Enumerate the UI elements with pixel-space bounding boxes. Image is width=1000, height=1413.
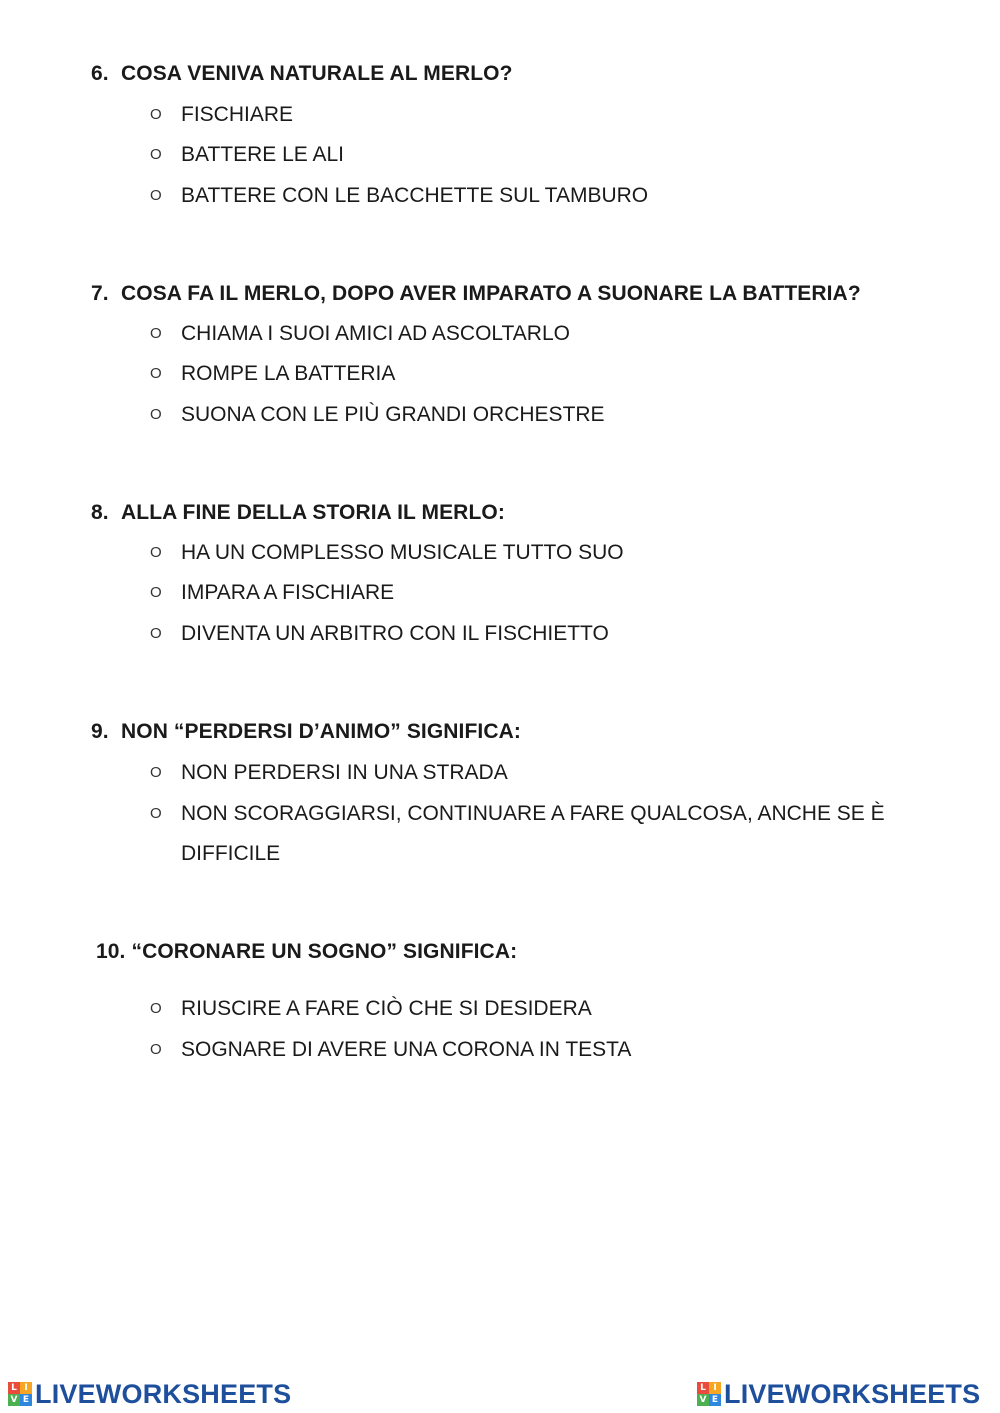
answer-text: NON PERDERSI IN UNA STRADA [181,761,508,784]
question-title [91,281,861,307]
question-number: 9. [91,720,109,743]
radio-circle-icon[interactable]: O [150,1000,162,1017]
question-number: 10. [96,940,126,963]
radio-circle-icon[interactable]: O [150,406,162,423]
answer-text: NON SCORAGGIARSI, CONTINUARE A FARE QUALCOSA, ANCHE SE È DIFFICILE [181,802,885,865]
radio-circle-icon[interactable]: O [150,146,162,163]
answer-text: DIVENTA UN ARBITRO CON IL FISCHIETTO [181,622,609,645]
logo-tile: L [697,1382,709,1394]
answer-text: ROMPE LA BATTERIA [181,362,396,385]
logo-tile: E [20,1394,32,1406]
question-number: 6. [91,62,109,85]
logo-tile: V [8,1394,20,1406]
radio-circle-icon[interactable]: O [150,106,162,123]
logo-tile: L [8,1382,20,1394]
answer-text: HA UN COMPLESSO MUSICALE TUTTO SUO [181,541,624,564]
question-title [96,939,517,965]
logo-tile: V [697,1394,709,1406]
liveworksheets-logo-icon [697,1382,721,1406]
question-text: NON “PERDERSI D’ANIMO” SIGNIFICA: [121,720,521,743]
answer-text: CHIAMA I SUOI AMICI AD ASCOLTARLO [181,322,570,345]
radio-circle-icon[interactable]: O [150,325,162,342]
answer-text: SUONA CON LE PIÙ GRANDI ORCHESTRE [181,403,605,426]
radio-circle-icon[interactable]: O [150,625,162,642]
liveworksheets-logo [697,1380,980,1408]
logo-tile: I [20,1382,32,1394]
logo-tile: I [709,1382,721,1394]
radio-circle-icon[interactable]: O [150,584,162,601]
question-number: 7. [91,282,109,305]
question-text: COSA FA IL MERLO, DOPO AVER IMPARATO A SUONARE LA BATTERIA? [121,282,861,305]
question-number: 8. [91,501,109,524]
question-title [91,500,505,526]
radio-circle-icon[interactable]: O [150,187,162,204]
answer-text: SOGNARE DI AVERE UNA CORONA IN TESTA [181,1038,632,1061]
liveworksheets-logo-icon [8,1382,32,1406]
question-text: “CORONARE UN SOGNO” SIGNIFICA: [131,940,518,963]
radio-circle-icon[interactable]: O [150,1041,162,1058]
answer-text: RIUSCIRE A FARE CIÒ CHE SI DESIDERA [181,997,592,1020]
question-title [91,719,521,745]
answer-text: IMPARA A FISCHIARE [181,581,395,604]
question-text: COSA VENIVA NATURALE AL MERLO? [121,62,513,85]
radio-circle-icon[interactable]: O [150,544,162,561]
radio-circle-icon[interactable]: O [150,764,162,781]
answer-text: BATTERE CON LE BACCHETTE SUL TAMBURO [181,184,649,207]
answer-text: FISCHIARE [181,103,294,126]
liveworksheets-brand-text: LIVEWORKSHEETS [35,1379,292,1409]
question-title [91,61,513,87]
answer-text: BATTERE LE ALI [181,143,345,166]
liveworksheets-logo [8,1380,291,1408]
liveworksheets-brand-text: LIVEWORKSHEETS [724,1379,981,1409]
logo-tile: E [709,1394,721,1406]
radio-circle-icon[interactable]: O [150,365,162,382]
question-text: ALLA FINE DELLA STORIA IL MERLO: [121,501,505,524]
radio-circle-icon[interactable]: O [150,805,162,822]
